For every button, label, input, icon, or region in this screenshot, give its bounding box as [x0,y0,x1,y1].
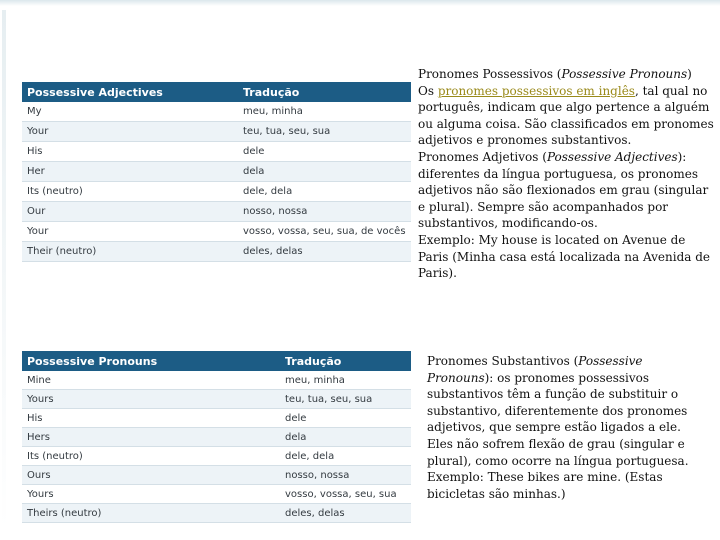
intro-text-block [418,66,716,282]
table-row [22,371,411,390]
table-cell: Hers [22,428,280,447]
table-cell: Her [22,162,238,182]
table-cell: dele [280,409,411,428]
italic-term: Possessive Pronouns [427,354,643,385]
paragraph-text: ): diferentes da língua portuguesa, os pronomes adjetivos não são flexionados em grau (singular e plural). Sempre são acompanhados por substantivos, modificando-os. [418,149,709,231]
substantives-paragraph [427,353,695,469]
paragraph-text: Pronomes Substantivos ( [427,354,579,368]
table-cell: His [22,142,238,162]
table-row [22,504,411,523]
table-cell: deles, delas [238,242,411,262]
table-row [22,122,411,142]
left-decoration [2,10,6,530]
table-header-row [22,351,411,371]
example-text: Exemplo: These bikes are mine. (Estas bicicletas são minhas.) [427,470,663,501]
top-decoration [0,0,720,6]
header-cell: Possessive Adjectives [22,82,238,102]
table-cell: Your [22,122,238,142]
intro-paragraph [418,83,716,149]
table-row [22,447,411,466]
adjectives-paragraph [418,149,716,232]
heading-italic-text: Possessive Pronouns [561,67,688,81]
table-cell: vosso, vossa, seu, sua [280,485,411,504]
table-cell: dele, dela [280,447,411,466]
table-cell: Its (neutro) [22,447,280,466]
table-cell: nosso, nossa [238,202,411,222]
table-cell: Its (neutro) [22,182,238,202]
italic-term: Possessive Adjectives [546,149,678,164]
table-row [22,485,411,504]
table-cell: My [22,102,238,122]
table-cell: meu, minha [280,371,411,390]
table-row [22,162,411,182]
heading-close: ) [687,67,692,81]
paragraph-text: , tal qual no português, indicam que algo pertence a alguém ou alguma coisa. São classificados em pronomes adjetivos e pronomes substantivos. [418,83,714,148]
section-heading [418,66,716,83]
table-cell: dele, dela [238,182,411,202]
header-cell: Tradução [238,82,411,102]
table-cell: meu, minha [238,102,411,122]
table-cell: dela [238,162,411,182]
table-cell: Yours [22,485,280,504]
table-row [22,222,411,242]
table-cell: His [22,409,280,428]
table-row [22,102,411,122]
table-cell: Our [22,202,238,222]
table-row [22,142,411,162]
substantives-text-block [427,353,695,502]
table-header-row [22,82,411,102]
paragraph-text: Os [418,83,438,98]
table-row [22,182,411,202]
table-cell: Their (neutro) [22,242,238,262]
possessive-pronouns-table [22,351,411,523]
table-cell: Your [22,222,238,242]
table-cell: teu, tua, seu, sua [238,122,411,142]
heading-text: Pronomes Possessivos ( [418,67,562,81]
paragraph-text: ): os pronomes possessivos substantivos têm a função de substituir o substantivo, diferentemente dos pronomes adjetivos, que sempre estão ligados a ele. Eles não sofrem flexão de grau (singular e plural), como ocorre na língua portuguesa. [427,370,689,468]
table-cell: nosso, nossa [280,466,411,485]
table-row [22,390,411,409]
table-row [22,242,411,262]
example-text: Exemplo: My house is located on Avenue de Paris (Minha casa está localizada na Avenida de Paris). [418,232,711,281]
possessive-adjectives-table [22,82,411,262]
header-cell: Possessive Pronouns [22,351,280,371]
table-row [22,428,411,447]
table-cell: vosso, vossa, seu, sua, de vocês [238,222,411,242]
table-cell: deles, delas [280,504,411,523]
table-cell: teu, tua, seu, sua [280,390,411,409]
table-cell: Yours [22,390,280,409]
paragraph-text: Pronomes Adjetivos ( [418,149,547,164]
table-cell: Theirs (neutro) [22,504,280,523]
table-row [22,409,411,428]
table-cell: dela [280,428,411,447]
table-cell: dele [238,142,411,162]
possessive-pronouns-link[interactable]: pronomes possessivos em inglês [437,83,635,98]
table-row [22,202,411,222]
table-cell: Ours [22,466,280,485]
table-row [22,466,411,485]
header-cell: Tradução [280,351,411,371]
table-cell: Mine [22,371,280,390]
